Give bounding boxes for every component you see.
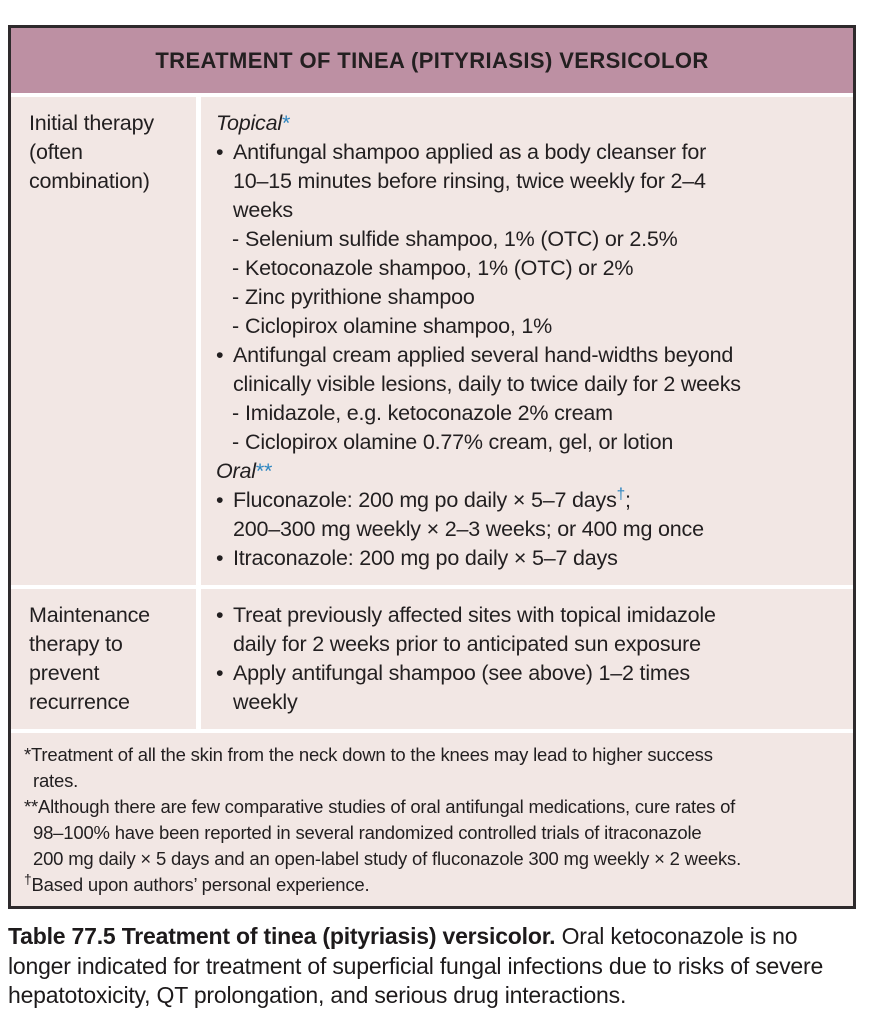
line: Fluconazole: 200 mg po daily × 5–7 days	[233, 488, 617, 512]
list-item	[232, 225, 845, 254]
bullet-marker: •	[216, 603, 224, 627]
footnote-asterisk	[24, 742, 845, 794]
list-item	[216, 601, 845, 659]
cell-maintenance-therapy-content	[201, 589, 853, 729]
table-title: TREATMENT OF TINEA (PITYRIASIS) VERSICOLOR	[155, 48, 709, 73]
oral-heading-text: Oral	[216, 459, 256, 483]
row-initial-therapy	[11, 97, 853, 589]
footnotes-section	[11, 733, 853, 906]
line: Although there are few comparative studies of oral antifungal medications, cure rates of	[38, 796, 736, 817]
line: Zinc pyrithione shampoo	[245, 285, 475, 309]
row-label-initial-therapy: Initial therapy (often combination)	[11, 97, 201, 585]
dash-marker: -	[232, 256, 239, 280]
line: Selenium sulfide shampoo, 1% (OTC) or 2.5%	[245, 227, 678, 251]
dagger-marker: †	[616, 485, 626, 503]
list-item	[232, 312, 845, 341]
punctuation: ;	[625, 488, 631, 512]
caption-body: Oral ketoconazole is no longer indicated for treatment of superficial fungal infections due to risks of severe hepatotoxicity, QT prolongation, and serious drug interactions.	[8, 923, 824, 1008]
table-caption	[8, 922, 858, 1011]
bullet-marker: •	[216, 140, 224, 164]
list-item	[232, 254, 845, 283]
line: Ketoconazole shampoo, 1% (OTC) or 2%	[245, 256, 634, 280]
line: Itraconazole: 200 mg po daily × 5–7 days	[233, 546, 618, 570]
table-header	[11, 28, 853, 97]
line: clinically visible lesions, daily to twice daily for 2 weeks	[233, 372, 741, 396]
cell-initial-therapy-content	[201, 97, 853, 585]
line: Ciclopirox olamine 0.77% cream, gel, or lotion	[245, 430, 674, 454]
caption-title: Table 77.5 Treatment of tinea (pityriasis) versicolor.	[8, 923, 556, 949]
line: rates.	[33, 770, 79, 791]
list-item	[216, 659, 845, 717]
list-item-fluconazole	[216, 486, 845, 544]
line: 98–100% have been reported in several randomized controlled trials of itraconazole	[33, 822, 702, 843]
footnote-double-asterisk	[24, 794, 845, 872]
list-item	[216, 341, 845, 399]
footnote-dagger	[24, 872, 845, 898]
footnote-marker: *	[24, 744, 31, 765]
line: Treat previously affected sites with topical imidazole	[233, 603, 716, 627]
row-label-maintenance-therapy: Maintenance therapy to prevent recurrence	[11, 589, 201, 729]
footnote-marker: **	[24, 796, 38, 817]
treatment-table	[8, 25, 856, 909]
list-item	[232, 399, 845, 428]
line: weekly	[233, 690, 298, 714]
bullet-marker: •	[216, 343, 224, 367]
line: Antifungal cream applied several hand-widths beyond	[233, 343, 734, 367]
line: Ciclopirox olamine shampoo, 1%	[245, 314, 553, 338]
line: daily for 2 weeks prior to anticipated sun exposure	[233, 632, 701, 656]
bullet-marker: •	[216, 488, 224, 512]
list-item	[216, 138, 845, 225]
line: 10–15 minutes before rinsing, twice weekly for 2–4	[233, 169, 706, 193]
oral-heading	[216, 457, 845, 486]
list-item	[216, 544, 845, 573]
topical-heading	[216, 109, 845, 138]
line: Imidazole, e.g. ketoconazole 2% cream	[245, 401, 613, 425]
dash-marker: -	[232, 285, 239, 309]
line: weeks	[233, 198, 293, 222]
topical-heading-text: Topical	[216, 111, 282, 135]
dash-marker: -	[232, 401, 239, 425]
line: 200–300 mg weekly × 2–3 weeks; or 400 mg once	[233, 517, 704, 541]
line: Based upon authors’ personal experience.	[31, 874, 370, 895]
dash-marker: -	[232, 227, 239, 251]
line: Antifungal shampoo applied as a body cleanser for	[233, 140, 707, 164]
line: Treatment of all the skin from the neck down to the knees may lead to higher success	[31, 744, 713, 765]
line: Apply antifungal shampoo (see above) 1–2 times	[233, 661, 690, 685]
bullet-marker: •	[216, 661, 224, 685]
dash-marker: -	[232, 430, 239, 454]
bullet-marker: •	[216, 546, 224, 570]
dash-marker: -	[232, 314, 239, 338]
asterisk-marker: *	[281, 111, 291, 135]
footnote-dagger-marker: †	[24, 870, 32, 887]
row-maintenance-therapy	[11, 589, 853, 733]
double-asterisk-marker: **	[255, 459, 273, 483]
line: 200 mg daily × 5 days and an open-label study of fluconazole 300 mg weekly × 2 weeks.	[33, 848, 742, 869]
list-item	[232, 428, 845, 457]
list-item	[232, 283, 845, 312]
